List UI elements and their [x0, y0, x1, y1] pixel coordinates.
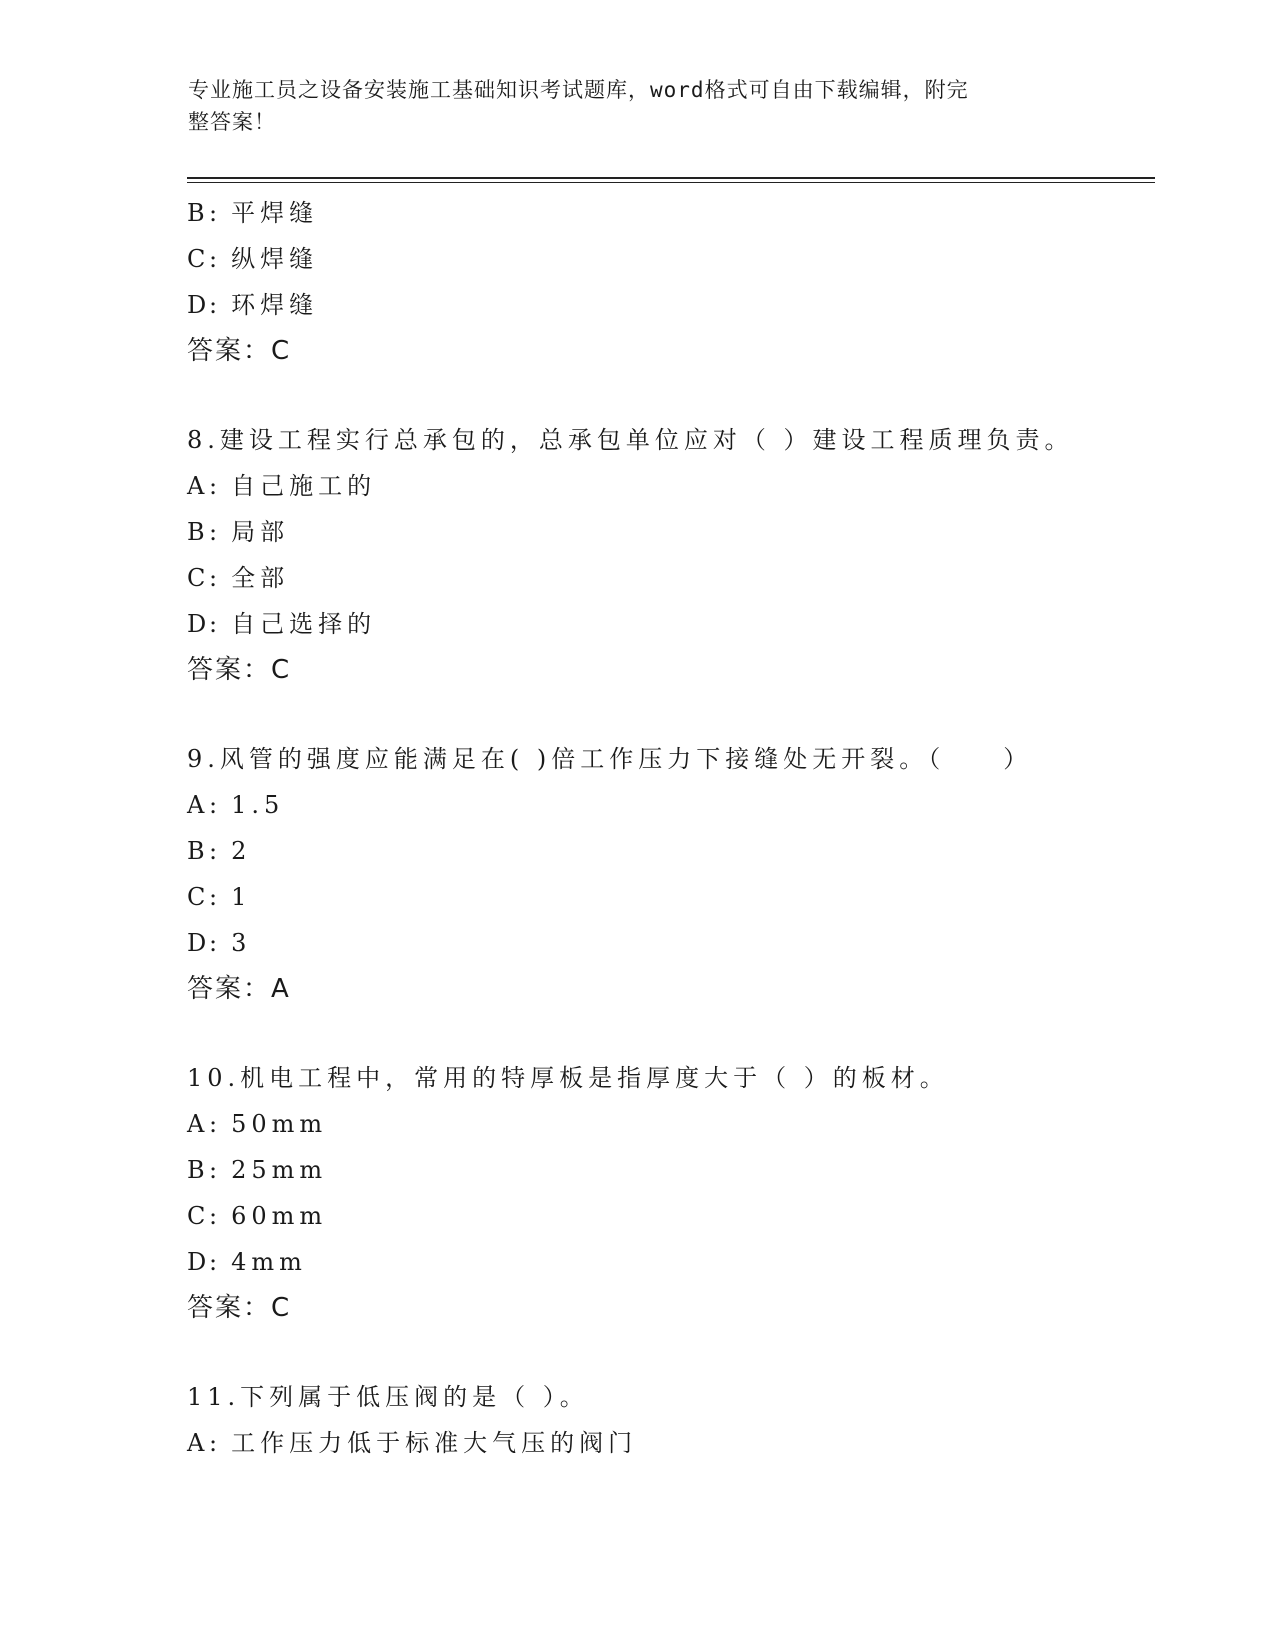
- answer-line: 答案：A: [187, 974, 291, 1004]
- question-stem: 8.建设工程实行总承包的，总承包单位应对（ ）建设工程质理负责。: [187, 426, 1074, 454]
- option-row: [187, 920, 1155, 966]
- option-letter: C: [187, 245, 207, 273]
- option-text: 自己选择的: [231, 610, 377, 638]
- option-letter: A: [187, 1429, 206, 1457]
- option-separator: :: [209, 291, 218, 319]
- option-row: [187, 601, 1155, 647]
- option-text: 1: [231, 883, 252, 911]
- option-text: 3: [231, 929, 252, 957]
- option-text: 工作压力低于标准大气压的阀门: [231, 1429, 638, 1457]
- question-stem: 10.机电工程中，常用的特厚板是指厚度大于（ ）的板材。: [187, 1064, 949, 1092]
- option-separator: :: [209, 199, 218, 227]
- answer-line: 答案：C: [187, 1293, 292, 1323]
- option-row: [187, 782, 1155, 828]
- question-stem: 9.风管的强度应能满足在( )倍工作压力下接缝处无开裂。（ ）: [187, 745, 1033, 773]
- answer-line: 答案：C: [187, 655, 292, 685]
- option-text: 平焊缝: [231, 199, 319, 227]
- answer-line: 答案：C: [187, 336, 292, 366]
- option-letter: B: [187, 837, 206, 865]
- option-row: [187, 1239, 1155, 1285]
- option-row: [187, 509, 1155, 555]
- header-divider-thick: [187, 177, 1155, 179]
- option-row: [187, 463, 1155, 509]
- option-separator: :: [209, 1429, 218, 1457]
- option-letter: B: [187, 1156, 206, 1184]
- header-line-2: 整答案！: [188, 110, 276, 134]
- option-text: 全部: [231, 564, 290, 592]
- option-row: [187, 1193, 1155, 1239]
- option-letter: A: [187, 472, 206, 500]
- option-letter: A: [187, 791, 206, 819]
- option-separator: :: [209, 245, 218, 273]
- option-text: 局部: [231, 518, 290, 546]
- option-separator: :: [209, 1202, 218, 1230]
- question-list: [187, 190, 1155, 1466]
- option-separator: :: [209, 1156, 218, 1184]
- option-text: 2: [231, 837, 252, 865]
- option-letter: D: [187, 1248, 208, 1276]
- option-letter: D: [187, 929, 208, 957]
- option-separator: :: [209, 1248, 218, 1276]
- option-text: 25mm: [231, 1156, 328, 1184]
- option-letter: B: [187, 199, 206, 227]
- option-text: 60mm: [231, 1202, 328, 1230]
- header-divider-thin: [187, 182, 1155, 183]
- option-row: [187, 874, 1155, 920]
- option-separator: :: [209, 883, 218, 911]
- option-separator: :: [209, 518, 218, 546]
- option-separator: :: [209, 472, 218, 500]
- option-text: 自己施工的: [231, 472, 377, 500]
- option-text: 50mm: [231, 1110, 328, 1138]
- option-text: 1.5: [231, 791, 285, 819]
- option-row: [187, 236, 1155, 282]
- option-text: 4mm: [231, 1248, 307, 1276]
- option-text: 环焊缝: [231, 291, 319, 319]
- option-row: [187, 190, 1155, 236]
- option-row: [187, 555, 1155, 601]
- option-row: [187, 282, 1155, 328]
- option-row: [187, 828, 1155, 874]
- option-letter: D: [187, 291, 208, 319]
- option-letter: C: [187, 564, 207, 592]
- option-separator: :: [209, 791, 218, 819]
- option-row: [187, 1420, 1155, 1466]
- option-separator: :: [209, 564, 218, 592]
- question-9: [187, 736, 1155, 1012]
- option-row: [187, 1101, 1155, 1147]
- option-letter: C: [187, 1202, 207, 1230]
- header-line-1: 专业施工员之设备安装施工基础知识考试题库，word格式可自由下载编辑，附完: [188, 78, 969, 102]
- question-11: [187, 1374, 1155, 1466]
- option-row: [187, 1147, 1155, 1193]
- document-header: [188, 74, 1088, 138]
- question-7-continued: [187, 190, 1155, 374]
- question-stem: 11.下列属于低压阀的是（ ）。: [187, 1383, 589, 1411]
- option-letter: D: [187, 610, 208, 638]
- option-separator: :: [209, 929, 218, 957]
- option-separator: :: [209, 610, 218, 638]
- option-letter: C: [187, 883, 207, 911]
- option-letter: B: [187, 518, 206, 546]
- option-separator: :: [209, 1110, 218, 1138]
- question-8: [187, 417, 1155, 693]
- option-separator: :: [209, 837, 218, 865]
- question-10: [187, 1055, 1155, 1331]
- option-letter: A: [187, 1110, 206, 1138]
- option-text: 纵焊缝: [231, 245, 319, 273]
